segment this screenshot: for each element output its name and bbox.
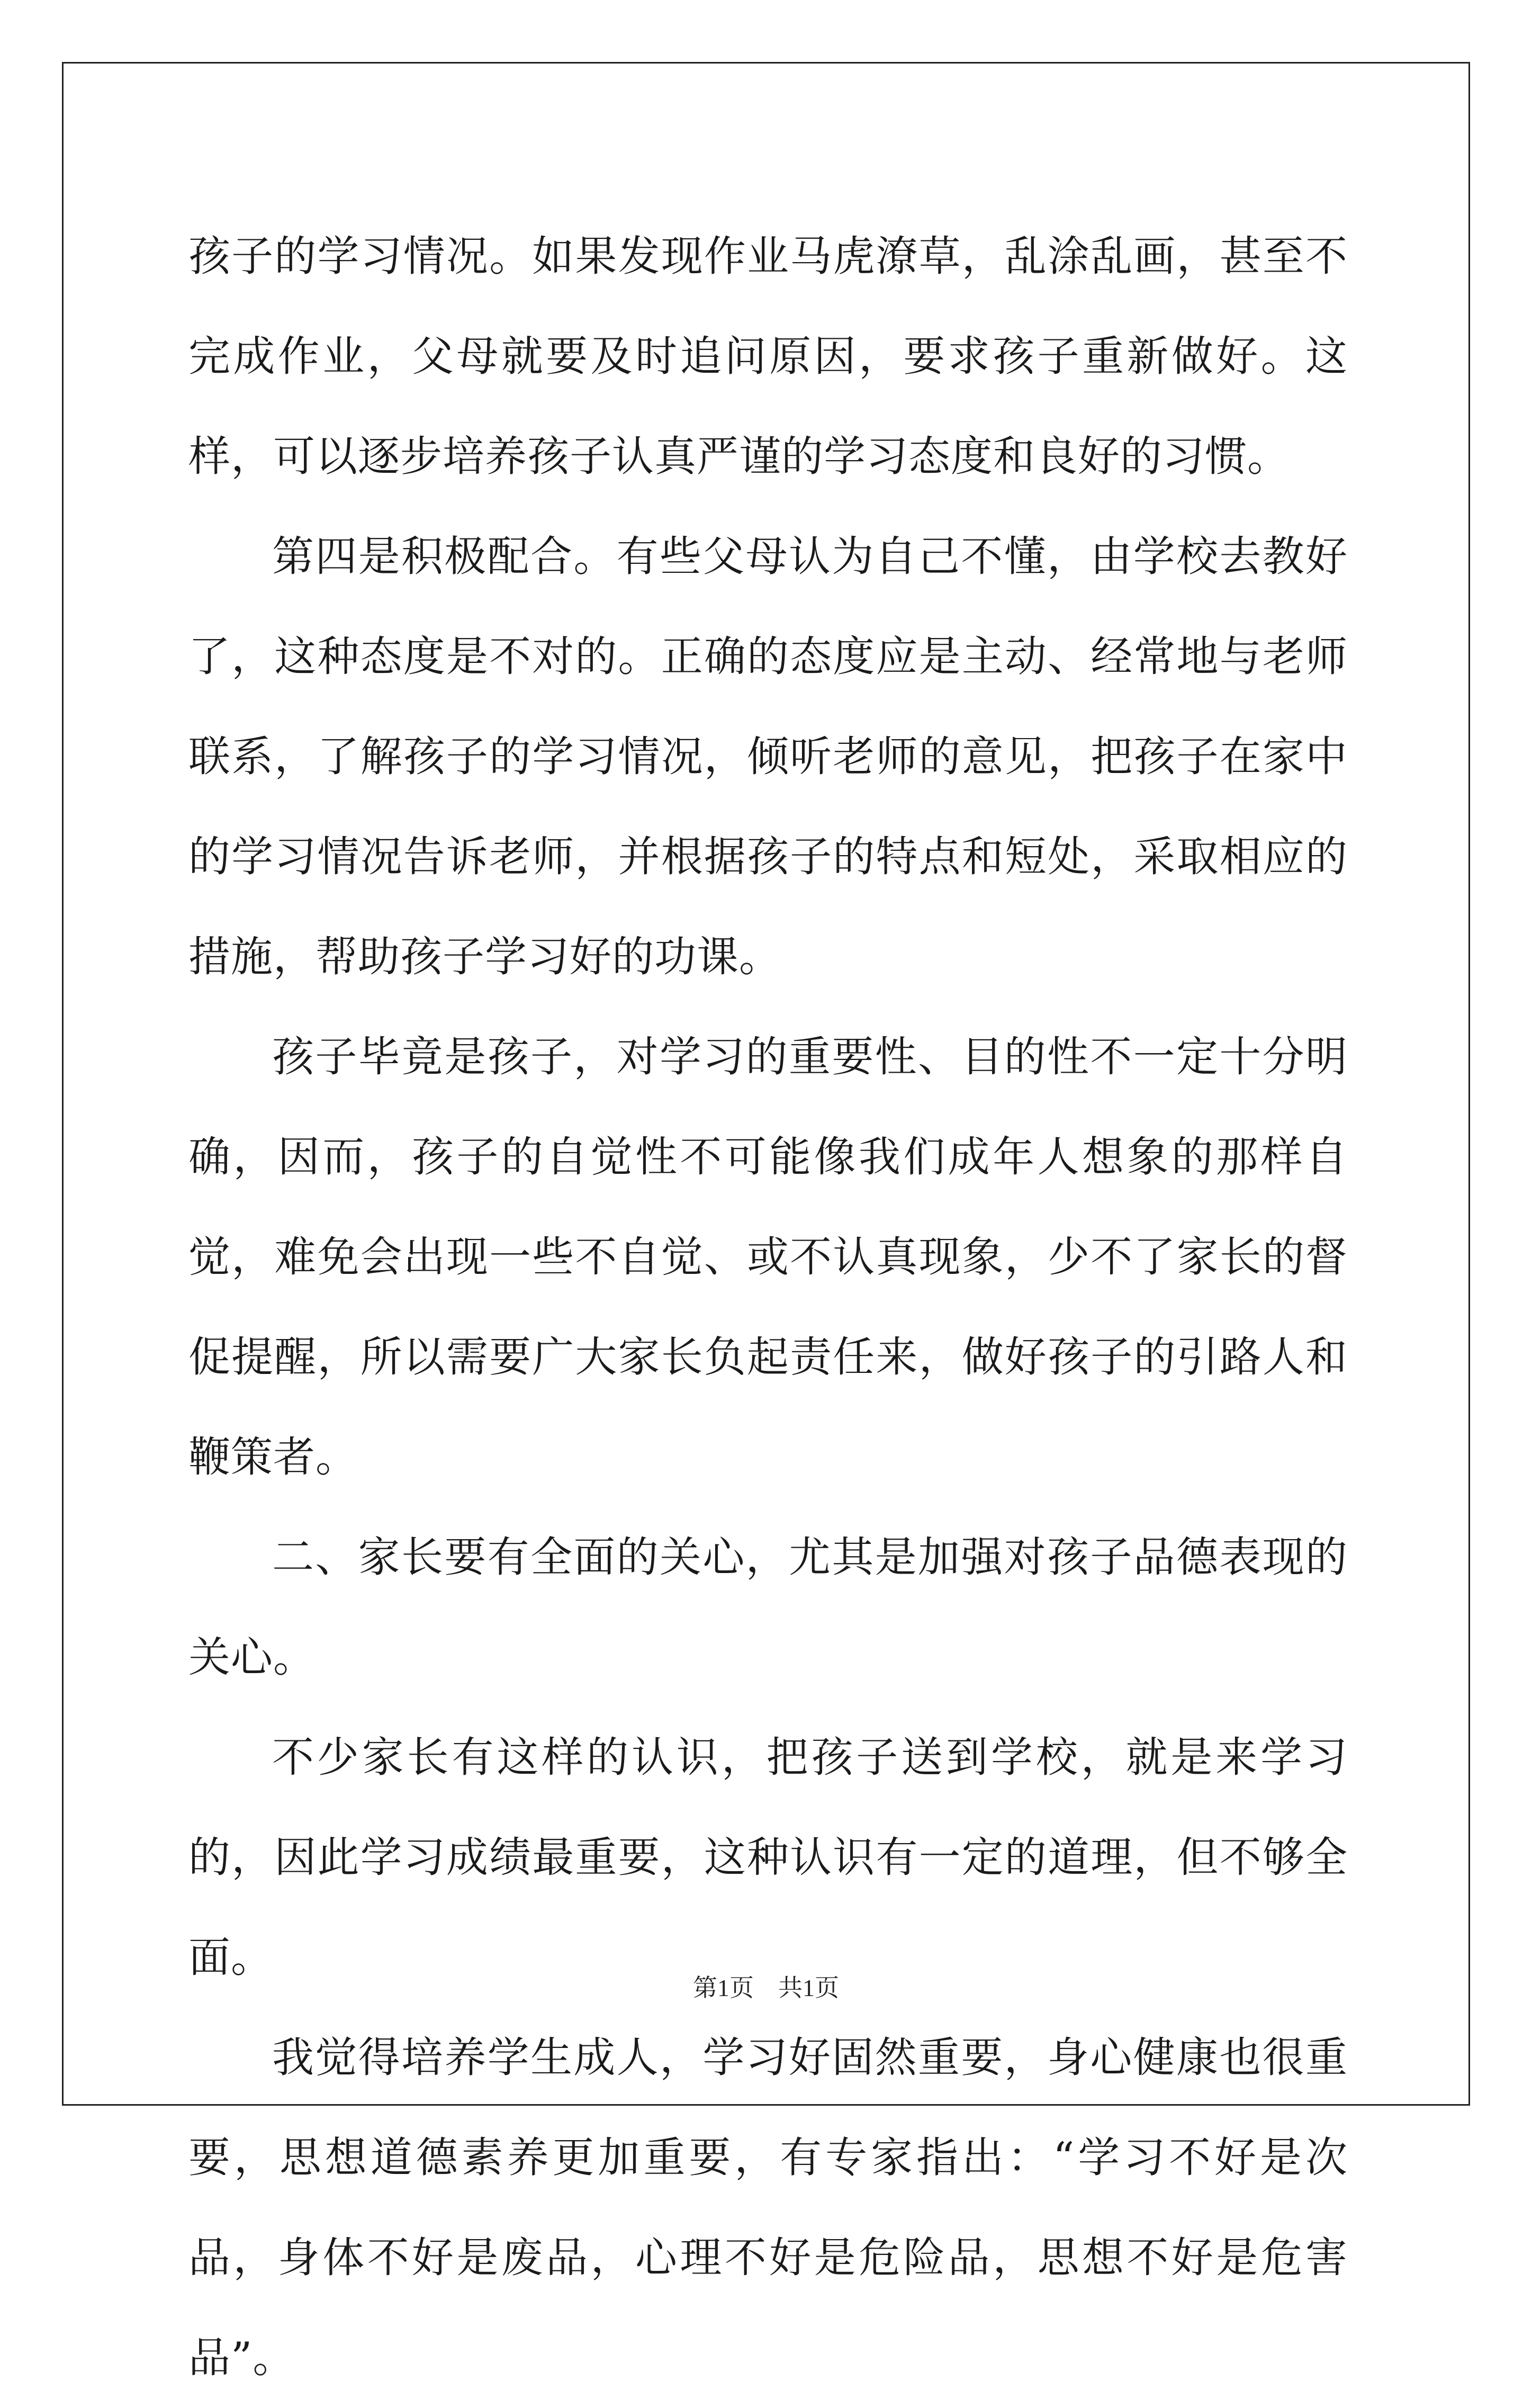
- paragraph-3: 孩子毕竟是孩子，对学习的重要性、目的性不一定十分明确，因而，孩子的自觉性不可能像我们成年人想象的那样自觉，难免会出现一些不自觉、或不认真现象，少不了家长的督促提醒，所以需要广大家长负起责任来，做好孩子的引路人和鞭策者。: [188, 1032, 1348, 1481]
- paragraph-1: 孩子的学习情况。如果发现作业马虎潦草，乱涂乱画，甚至不完成作业，父母就要及时追问原因，要求孩子重新做好。这样，可以逐步培养孩子认真严谨的学习态度和良好的习惯。: [188, 232, 1348, 481]
- page-number-current: 第1页: [693, 1974, 754, 2001]
- paragraph-4: 二、家长要有全面的关心，尤其是加强对孩子品德表现的关心。: [188, 1533, 1348, 1682]
- paragraph-5: 不少家长有这样的认识，把孩子送到学校，就是来学习的，因此学习成绩最重要，这种认识有一定的道理，但不够全面。: [188, 1733, 1348, 1982]
- paragraph-6: 我觉得培养学生成人，学习好固然重要，身心健康也很重要，思想道德素养更加重要，有专家指出：“学习不好是次品，身体不好是废品，心理不好是危险品，思想不好是危害品”。: [188, 2033, 1348, 2382]
- page-footer: [0, 1969, 1532, 2003]
- paragraph-2: 第四是积极配合。有些父母认为自己不懂，由学校去教好了，这种态度是不对的。正确的态度应是主动、经常地与老师联系，了解孩子的学习情况，倾听老师的意见，把孩子在家中的学习情况告诉老师，并根据孩子的特点和短处，采取相应的措施，帮助孩子学习好的功课。: [188, 532, 1348, 981]
- page-number-total: 共1页: [778, 1974, 839, 2001]
- document-body: [188, 206, 1348, 2408]
